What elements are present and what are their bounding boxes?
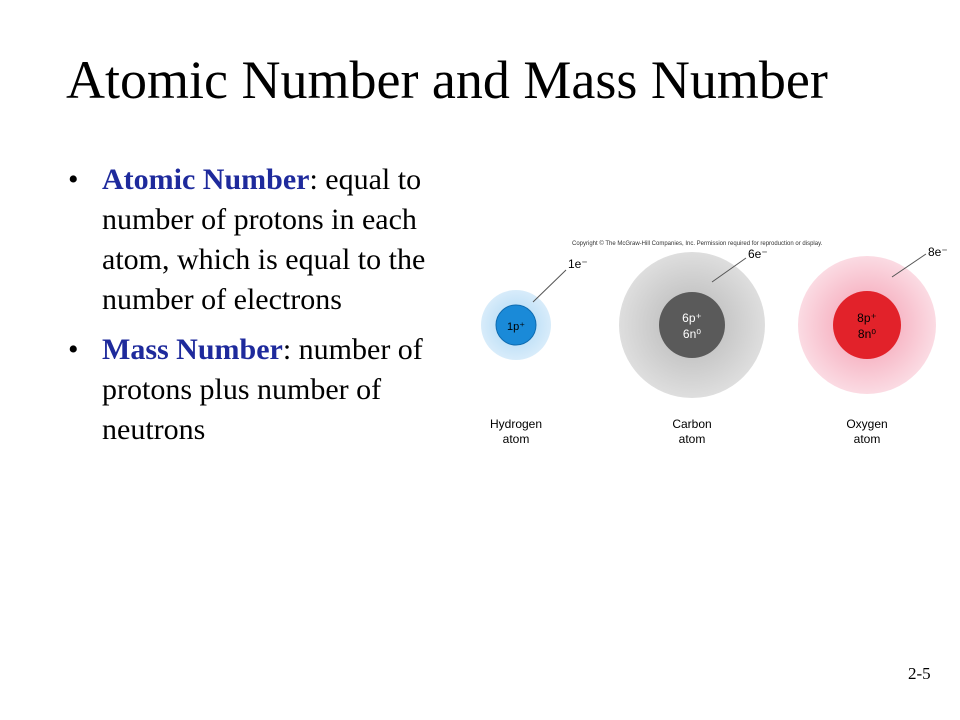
bullet-list xyxy=(68,160,468,460)
hydrogen-electrons-label: 1e⁻ xyxy=(568,257,588,271)
carbon-neutrons-label: 6n⁰ xyxy=(682,327,702,341)
bullet-item-atomic-number xyxy=(68,160,468,320)
page-number: 2-5 xyxy=(908,664,931,683)
bullet-item-mass-number xyxy=(68,330,468,450)
oxygen-name-label: Oxygen xyxy=(846,417,888,431)
oxygen-atom xyxy=(798,245,948,446)
bullet-dot: • xyxy=(68,333,79,366)
atom-figure xyxy=(480,230,950,460)
carbon-electrons-label: 6e⁻ xyxy=(748,247,768,261)
definition-mass-number: : number of protons plus number of neutrons xyxy=(102,333,423,446)
hydrogen-nucleus-label: 1p⁺ xyxy=(506,321,526,333)
term-atomic-number: Atomic Number xyxy=(102,163,310,196)
slide-title: Atomic Number and Mass Number xyxy=(66,50,828,110)
oxygen-neutrons-label: 8n⁰ xyxy=(857,327,877,341)
atom-diagram xyxy=(480,230,950,460)
carbon-name-sublabel: atom xyxy=(678,432,706,446)
oxygen-electrons-label: 8e⁻ xyxy=(928,245,948,259)
carbon-atom xyxy=(619,247,768,446)
hydrogen-name-label: Hydrogen xyxy=(489,417,543,431)
copyright-notice: Copyright © The McGraw-Hill Companies, Inc. Permission required for reproduction or display. xyxy=(572,241,823,247)
carbon-nucleus xyxy=(659,292,725,358)
hydrogen-atom xyxy=(481,257,588,446)
term-mass-number: Mass Number xyxy=(102,333,283,366)
hydrogen-leader-line xyxy=(533,270,566,302)
oxygen-protons-label: 8p⁺ xyxy=(857,311,877,325)
oxygen-name-sublabel: atom xyxy=(853,432,881,446)
definition-atomic-number: : equal to number of protons in each atom, which is equal to the number of electrons xyxy=(102,163,426,316)
carbon-protons-label: 6p⁺ xyxy=(682,311,702,325)
hydrogen-name-sublabel: atom xyxy=(502,432,530,446)
bullet-dot: • xyxy=(68,163,79,196)
carbon-name-label: Carbon xyxy=(672,417,712,431)
oxygen-nucleus xyxy=(833,291,901,359)
